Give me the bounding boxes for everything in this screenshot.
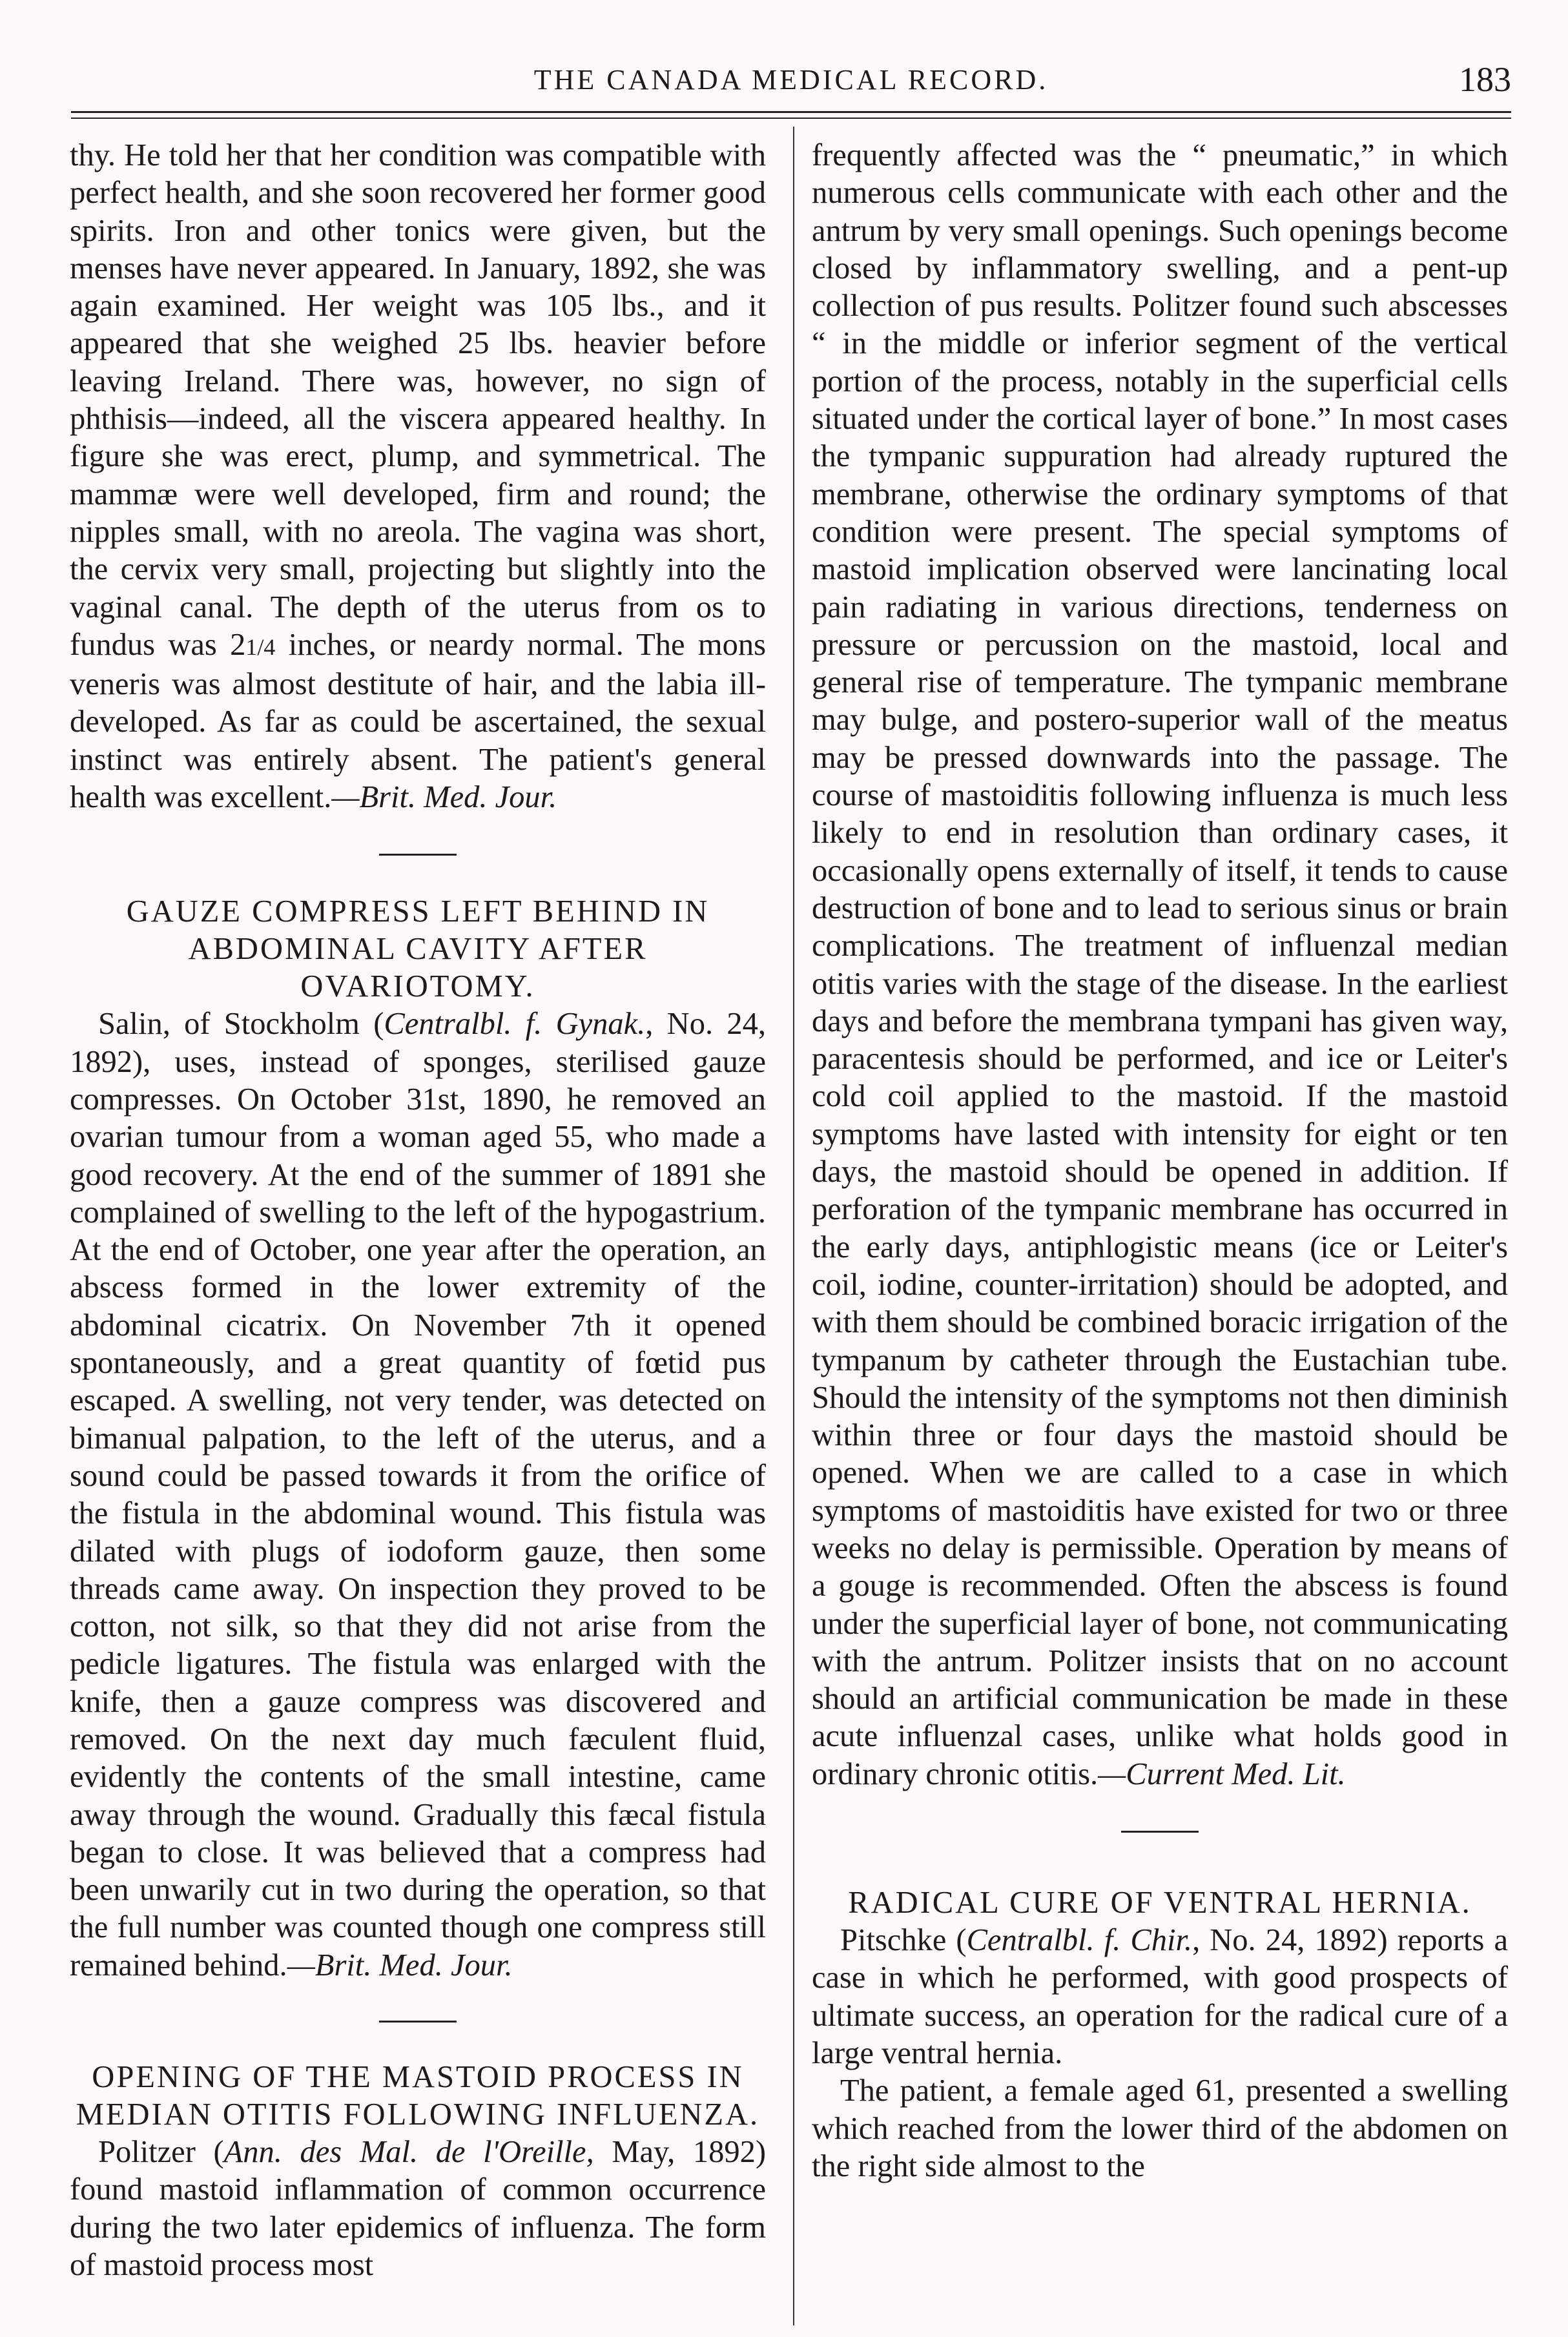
citation: —Brit. Med. Jour. xyxy=(287,1948,513,1982)
fraction: 1/4 xyxy=(245,633,276,660)
right-column xyxy=(812,137,1508,2329)
header-rule-bottom xyxy=(71,118,1511,119)
column-divider xyxy=(793,127,794,2325)
page-number: 183 xyxy=(1459,60,1511,99)
citation: —Current Med. Lit. xyxy=(1098,1756,1346,1791)
paragraph-text: frequently affected was the “ pneumatic,” in which numerous cells communicate with each other and the antrum by very small openings. Such openings become closed by inflammatory swelling, and a pent-up collection of pus results. Politzer found such abscesses “ in the middle or inferior segment of the vertical portion of the process, notably in the superficial cells situated under the cortical layer of bone.” In most cases the tympanic suppuration had already ruptured the membrane, otherwise the ordinary symptoms of that condition were present. The special symptoms of mastoid implication observed were lancinating local pain radiating in various directions, tenderness on pressure or percussion on the mastoid, local and general rise of temperature. The tympanic membrane may bulge, and postero-superior wall of the meatus may be pressed downwards into the passage. The course of mastoiditis following influenza is much less likely to end in resolution than ordinary cases, it occasionally opens externally of itself, it tends to cause destruction of bone and to lead to serious sinus or brain complications. The treatment of influenzal median otitis varies with the stage of the disease. In the earliest days and before the membrana tympani has given way, paracentesis should be performed, and ice or Leiter's cold coil applied to the mastoid. If the mastoid symptoms have lasted with intensity for eight or ten days, the mastoid should be opened in addition. If perforation of the tympanic membrane has occurred in the early days, antiphlogistic means (ice or Leiter's coil, iodine, counter-irritation) should be adopted, and with them should be combined boracic irrigation of the tympanum by catheter through the Eustachian tube. Should the intensity of the symptoms not then diminish within three or four days the mastoid should be opened. When we are called to a case in which symptoms of mastoiditis have existed for two or three weeks no delay is permissible. Operation by means of a gouge is recommended. Often the abscess is found under the superficial layer of bone, not communicating with the antrum. Politzer insists that on no account should an artificial communication be made in these acute influenzal cases, unlike what holds good in ordinary chronic otitis. xyxy=(812,138,1508,1791)
body-text: Politzer ( xyxy=(98,2135,224,2170)
journal-citation: Centralbl. f. Chir. xyxy=(966,1923,1193,1958)
body-text: Pitschke ( xyxy=(840,1923,967,1958)
body-text: , No. 24, 1892), uses, instead of sponges, sterilised gauze compresses. On October 31st, 1890, he removed an ovarian tumour from a woman aged 55, who made a good recovery. At the end of the summer of 1891 she complained of swelling to the left of the hypogastrium. At the end of October, one year after the operation, an abscess formed in the lower extremity of the abdominal cicatrix. On November 7th it opened spontaneously, and a great quantity of fœtid pus escaped. A swelling, not very tender, was detected on bimanual palpation, to the left of the uterus, and a sound could be passed towards it from the orifice of the fistula in the abdominal wound. This fistula was dilated with plugs of iodoform gauze, then some threads came away. On inspection they proved to be cotton, not silk, so that they did not arise from the pedicle ligatures. The fistula was enlarged with the knife, then a gauze compress was discovered and removed. On the next day much fæculent fluid, evidently the contents of the small intestine, came away through the wound. Gradually this fæcal fistula began to close. It was believed that a compress had been unwarily cut in two during the operation, so that the full number was counted though one compress still remained behind. xyxy=(70,1007,766,1982)
left-column xyxy=(70,137,766,2329)
body-text: May, 1892) found mastoid inflammation of common occurrence during the two later epidemics of influenza. The form of mastoid process most xyxy=(70,2135,767,2282)
header-rule-top xyxy=(71,111,1511,113)
article-body-mastoid xyxy=(70,2134,766,2284)
continued-paragraph xyxy=(812,137,1508,1793)
journal-title: THE CANADA MEDICAL RECORD. xyxy=(533,64,1049,96)
article-heading-gauze: GAUZE COMPRESS LEFT BEHIND IN ABDOMINAL CAVITY AFTER OVARIOTOMY. xyxy=(126,894,710,1004)
citation: —Brit. Med. Jour. xyxy=(331,780,557,815)
body-text: Salin, of Stockholm ( xyxy=(98,1007,384,1042)
continued-paragraph xyxy=(70,137,766,816)
journal-citation: Centralbl. f. Gynak. xyxy=(384,1007,646,1042)
article-body-hernia xyxy=(812,1922,1508,2072)
article-body-gauze xyxy=(70,1005,766,1984)
journal-citation: Ann. des Mal. de l'Oreille, xyxy=(223,2135,594,2170)
body-text: , No. 24, 1892) reports a case in which he performed, with good prospects of ultimate success, an operation for the radical cure of a large ventral hernia. xyxy=(812,1923,1508,2070)
article-heading-mastoid: OPENING OF THE MASTOID PROCESS IN MEDIAN OTITIS FOLLOWING INFLUENZA. xyxy=(76,2060,760,2132)
paragraph-text-cont: inches, or neardy normal. The mons veneris was almost destitute of hair, and the labia ill-developed. As far as could be ascertained, the sexual instinct was entirely absent. The patient's general health was excellent. xyxy=(70,627,767,815)
article-heading-hernia: RADICAL CURE OF VENTRAL HERNIA. xyxy=(848,1886,1472,1920)
page-header xyxy=(71,59,1511,105)
paragraph-text: thy. He told her that her condition was compatible with perfect health, and she soon recovered her former good spirits. Iron and other tonics were given, but the menses have never appeared. In January, 1892, she was again examined. Her weight was 105 lbs., and it appeared that she weighed 25 lbs. heavier before leaving Ireland. There was, however, no sign of phthisis—indeed, all the viscera appeared healthy. In figure she was erect, plump, and symmetrical. The mammæ were well developed, firm and round; the nipples small, with no areola. The vagina was short, the cervix very small, projecting but slightly into the vaginal canal. The depth of the uterus from os to fundus was 2 xyxy=(70,138,766,662)
article-body-hernia-2: The patient, a female aged 61, presented a swelling which reached from the lower third of the abdomen on the right side almost to the xyxy=(812,2074,1508,2183)
